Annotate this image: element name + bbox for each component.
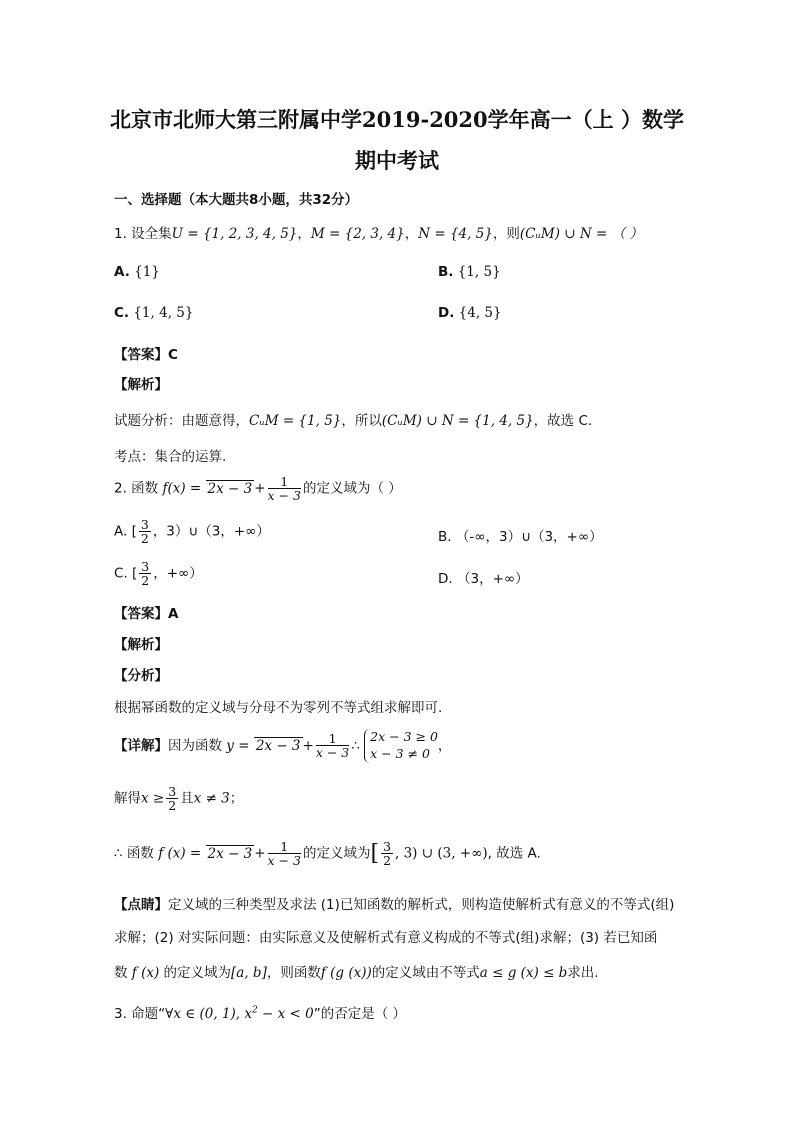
q2-dianjing-1: 【点睛】定义域的三种类型及求法 (1)已知函数的解析式，则构造使解析式有意义的不等式(组)	[114, 897, 675, 913]
q1-prefix: 1. 设全集	[114, 226, 172, 242]
q2-dianjing-2: 求解；(2) 对实际问题：由实际意义及使解析式有意义构成的不等式(组)求解；(3) 若已知函	[114, 930, 658, 946]
q2-fenxi-tag: 【分析】	[114, 668, 168, 684]
page-title: 北京市北师大第三附属中学2019-2020学年高一（上 ）数学	[110, 107, 684, 132]
q2-option-b: B. （-∞，3）∪（3，+∞）	[438, 529, 603, 545]
q2-analysis-tag: 【解析】	[114, 637, 168, 653]
inequality-system: 2x − 3 ≥ 0 x − 3 ≠ 0	[364, 729, 438, 763]
q1-option-c: C. {1, 4, 5}	[114, 305, 194, 321]
q2-answer: 【答案】A	[114, 606, 179, 622]
q1-analysis-tag: 【解析】	[114, 377, 168, 393]
question-1: 1. 设全集U = {1, 2, 3, 4, 5}，M = {2, 3, 4}，N = {4, 5}，则(CᵤM) ∪ N = （ ）	[114, 226, 643, 242]
q1-then: 则	[506, 226, 520, 242]
q1-kaodian: 考点：集合的运算.	[114, 449, 227, 465]
q1-analysis: 试题分析：由题意得，CᵤM = {1, 5}，所以(CᵤM) ∪ N = {1, 4, 5}，故选 C.	[114, 413, 593, 429]
question-2: 2. 函数 f(x) = 2x − 3 + $\frac{1}{x - 3}$ 的定义域为（ ）	[114, 474, 402, 504]
q2-option-a: A. [ $\frac{3}{2}$ ，3）∪（3，+∞）	[114, 517, 270, 547]
q2-option-d: D. （3，+∞）	[438, 571, 529, 587]
q1-set-u: U = {1, 2, 3, 4, 5}	[171, 226, 298, 242]
q1-set-m: M = {2, 3, 4}	[310, 226, 405, 242]
sqrt-expression: 2x − 3	[207, 480, 253, 497]
q2-dianjing-3: 数 f (x) 的定义域为[a, b]，则函数f (g (x))的定义域由不等式a ≤ g (x) ≤ b求出.	[114, 965, 599, 981]
q1-option-d: D. {4, 5}	[438, 305, 502, 321]
q2-fenxi: 根据幂函数的定义域与分母不为零列不等式组求解即可.	[114, 700, 443, 716]
q2-solution-line: 解得x ≥ $\frac{3}{2}$ 且x ≠ 3；	[114, 784, 244, 814]
q1-answer: 【答案】C	[114, 347, 178, 363]
question-3: 3. 命题“∀x ∈ (0, 1), $x^2 - x < 0$”的否定是（ ）	[114, 1005, 407, 1022]
q1-option-a: A. {1}	[114, 264, 160, 280]
q1-ask: (CᵤM) ∪ N = （ ）	[519, 226, 643, 242]
q2-option-c: C. [ $\frac{3}{2}$ ，+∞）	[114, 559, 203, 589]
q1-set-n: N = {4, 5}	[418, 226, 493, 242]
page-subtitle: 期中考试	[355, 148, 439, 173]
q2-conclusion: ∴ 函数 f (x) = 2x − 3 + $\frac{1}{x - 3}$ 的定义域为[ $\frac{3}{2}$ , 3) ∪ (3, +∞), 故选 A.	[114, 839, 541, 869]
section-heading: 一、选择题（本大题共8小题，共32分）	[114, 192, 359, 208]
fraction: $\frac{1}{x - 3}$	[267, 474, 301, 504]
q2-xiangjie: 【详解】因为函数 y = 2x − 3 + $\frac{1}{x - 3}$ ∴ 2x − 3 ≥ 0 x − 3 ≠ 0 ，	[114, 729, 452, 761]
q1-option-b: B. {1, 5}	[438, 264, 501, 280]
